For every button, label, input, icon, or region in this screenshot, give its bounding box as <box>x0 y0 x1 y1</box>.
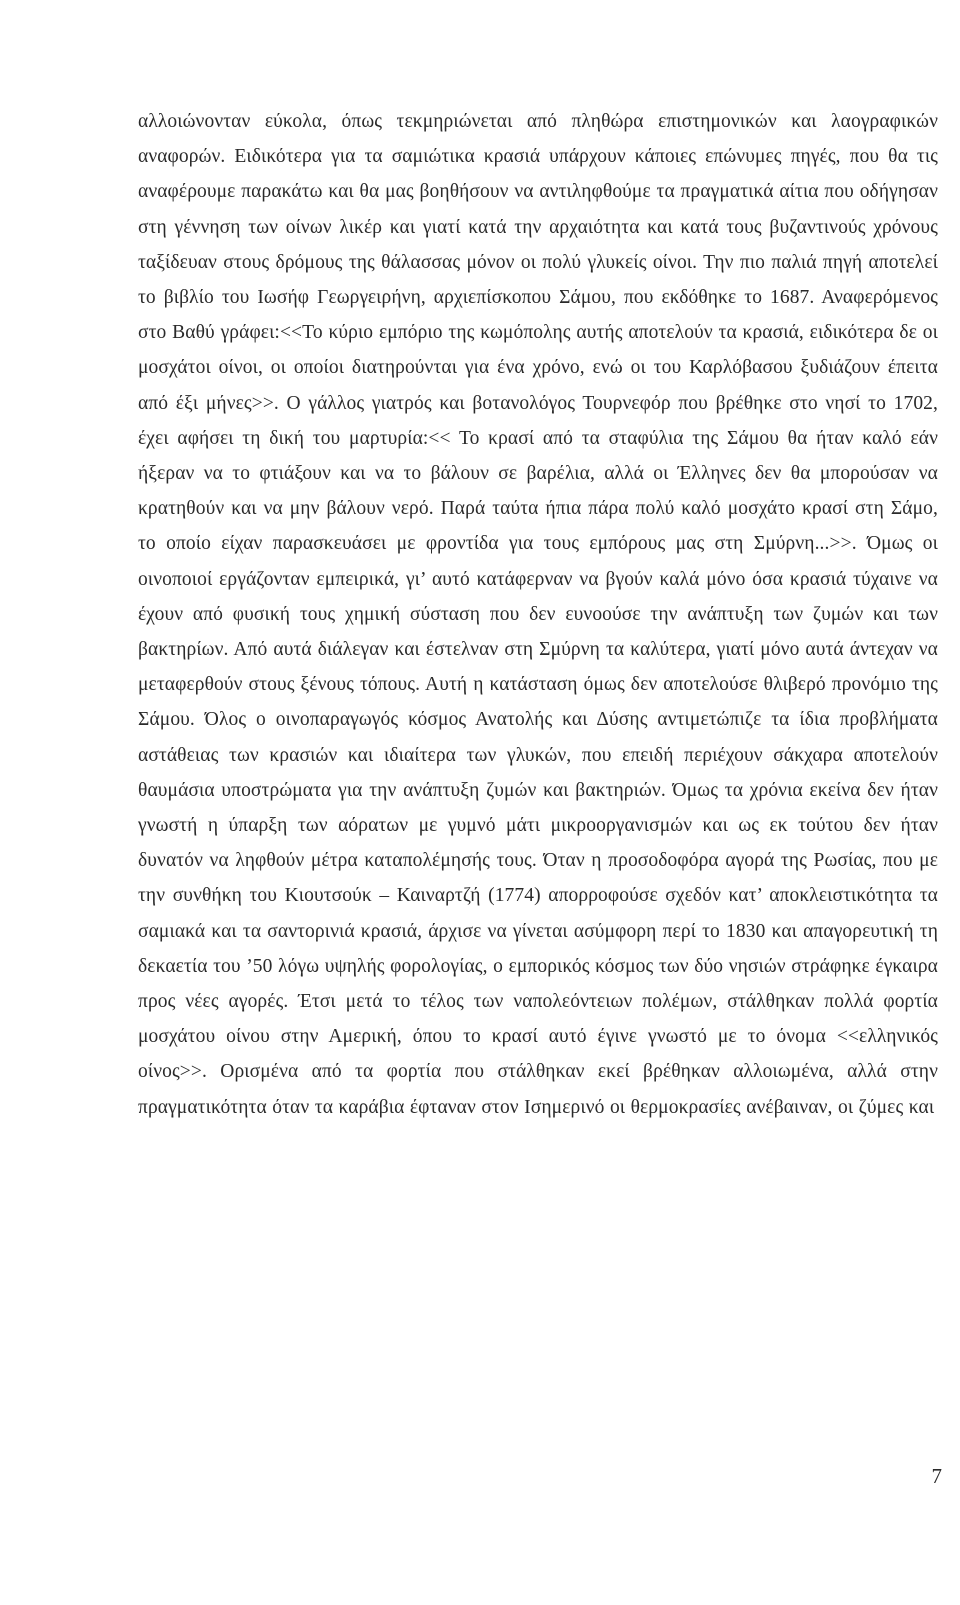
body-paragraph: αλλοιώνονταν εύκολα, όπως τεκμηριώνεται από πληθώρα επιστημονικών και λαογραφικών αναφορών. Ειδικότερα για τα σαμιώτικα κρασιά υπάρχουν κάποιες επώνυμες πηγές, που θα τις αναφέρουμε παρακάτω και θα μας βοηθήσουν να αντιληφθούμε τα πραγματικά αίτια που οδήγησαν στη γέννηση των οίνων λικέρ και γιατί κατά την αρχαιότητα και κατά τους βυζαντινούς χρόνους ταξίδευαν στους δρόμους της θάλασσας μόνον οι πολύ γλυκείς οίνοι. Την πιο παλιά πηγή αποτελεί το βιβλίο του Ιωσήφ Γεωργειρήνη, αρχιεπίσκοπου Σάμου, που εκδόθηκε το 1687. Αναφερόμενος στο Βαθύ γράφει:<<Το κύριο εμπόριο της κωμόπολης αυτής αποτελούν τα κρασιά, ειδικότερα δε οι μοσχάτοι οίνοι, οι οποίοι διατηρούνται για ένα χρόνο, ενώ οι του Καρλόβασου ξυδιάζουν έπειτα από έξι μήνες>>. Ο γάλλος γιατρός και βοτανολόγος Τουρνεφόρ που βρέθηκε στο νησί το 1702, έχει αφήσει τη δική του μαρτυρία:<< Το κρασί από τα σταφύλια της Σάμου θα ήταν καλό εάν ήξεραν να το φτιάξουν και να το βάλουν σε βαρέλια, αλλά οι Έλληνες δεν θα μπορούσαν να κρατηθούν και να μην βάλουν νερό. Παρά ταύτα ήπια πάρα πολύ καλό μοσχάτο κρασί στη Σάμο, το οποίο είχαν παρασκευάσει με φροντίδα για τους εμπόρους μας στη Σμύρνη...>>. Όμως οι οινοποιοί εργάζονταν εμπειρικά, γι’ αυτό κατάφερναν να βγούν καλά μόνο όσα κρασιά τύχαινε να έχουν από φυσική τους χημική σύσταση που δεν ευνοούσε την ανάπτυξη των ζυμών και των βακτηρίων. Από αυτά διάλεγαν και έστελναν στη Σμύρνη τα καλύτερα, γιατί μόνο αυτά άντεχαν να μεταφερθούν στους ξένους τόπους. Αυτή η κατάσταση όμως δεν αποτελούσε θλιβερό προνόμιο της Σάμου. Όλος ο οινοπαραγωγός κόσμος Ανατολής και Δύσης αντιμετώπιζε τα ίδια προβλήματα αστάθειας των κρασιών και ιδιαίτερα των γλυκών, που επειδή περιέχουν σάκχαρα αποτελούν θαυμάσια υποστρώματα για την ανάπτυξη ζυμών και βακτηριών. Όμως τα χρόνια εκείνα δεν ήταν γνωστή η ύπαρξη των αόρατων με γυμνό μάτι μικροοργανισμών και ως εκ τούτου δεν ήταν δυνατόν να ληφθούν μέτρα καταπολέμησής τους. Όταν η προσοδοφόρα αγορά της Ρωσίας, που με την συνθήκη του Κιουτσούκ – Καιναρτζή (1774) απορροφούσε σχεδόν κατ’ αποκλειστικότητα τα σαμιακά και τα σαντορινιά κρασιά, άρχισε να γίνεται ασύμφορη περί το 1830 και απαγορευτική τη δεκαετία του ’50 λόγω υψηλής φορολογίας, ο εμπορικός κόσμος των δύο νησιών στράφηκε έγκαιρα προς νέες αγορές. Έτσι μετά το τέλος των ναπολεόντειων πολέμων, στάλθηκαν πολλά φορτία μοσχάτου οίνου στην Αμερική, όπου το κρασί αυτό έγινε γνωστό με το όνομα <<ελληνικός οίνος>>. Ορισμένα από τα φορτία που στάλθηκαν εκεί βρέθηκαν αλλοιωμένα, αλλά στην πραγματικότητα όταν τα καράβια έφταναν στον Ισημερινό οι θερμοκρασίες ανέβαιναν, οι ζύμες και <box>138 111 938 1118</box>
page-number: 7 <box>931 1464 942 1488</box>
